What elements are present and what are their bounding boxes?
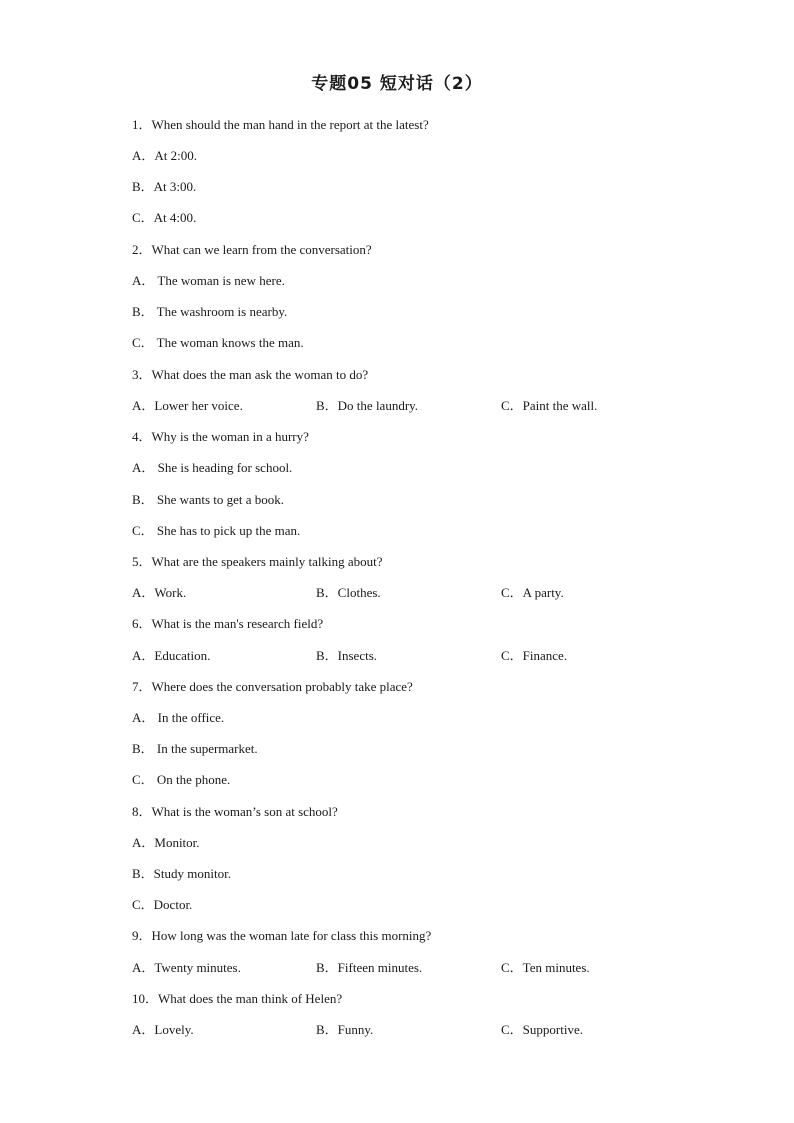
question-5-option-a: A．Work.: [132, 585, 187, 600]
question-10-option-b: B．Funny.: [316, 1022, 374, 1037]
question-2-option-a: A． The woman is new here.: [132, 273, 285, 288]
page-title: 专题05 短对话（2）: [311, 74, 483, 94]
question-10-option-a: A．Lovely.: [132, 1022, 194, 1037]
question-4-stem: 4．Why is the woman in a hurry?: [132, 429, 309, 444]
question-10-stem: 10．What does the man think of Helen?: [132, 991, 343, 1006]
question-2-stem: 2．What can we learn from the conversation?: [132, 242, 372, 257]
question-2-option-b: B． The washroom is nearby.: [132, 304, 288, 319]
question-3-option-a: A．Lower her voice.: [132, 398, 243, 413]
question-8-option-a: A．Monitor.: [132, 835, 200, 850]
question-9-option-b: B．Fifteen minutes.: [316, 960, 423, 975]
question-6-option-c: C．Finance.: [501, 648, 568, 663]
question-9-option-c: C．Ten minutes.: [501, 960, 590, 975]
question-6-stem: 6．What is the man's research field?: [132, 616, 324, 631]
question-1-stem: 1．When should the man hand in the report at the latest?: [132, 117, 429, 132]
question-1-option-a: A．At 2:00.: [132, 148, 198, 163]
question-4-option-a: A． She is heading for school.: [132, 460, 293, 475]
question-8-option-b: B．Study monitor.: [132, 866, 231, 881]
question-6-option-a: A．Education.: [132, 648, 211, 663]
question-8-option-c: C．Doctor.: [132, 897, 193, 912]
question-5-option-c: C．A party.: [501, 585, 564, 600]
question-7-option-a: A． In the office.: [132, 710, 225, 725]
question-6-option-b: B．Insects.: [316, 648, 378, 663]
question-3-stem: 3．What does the man ask the woman to do?: [132, 367, 369, 382]
question-5-stem: 5．What are the speakers mainly talking about?: [132, 554, 383, 569]
question-7-option-c: C． On the phone.: [132, 772, 231, 787]
question-8-stem: 8．What is the woman’s son at school?: [132, 804, 338, 819]
question-1-option-c: C．At 4:00.: [132, 210, 197, 225]
question-5-option-b: B．Clothes.: [316, 585, 381, 600]
question-1-option-b: B．At 3:00.: [132, 179, 197, 194]
question-4-option-b: B． She wants to get a book.: [132, 492, 285, 507]
question-7-option-b: B． In the supermarket.: [132, 741, 258, 756]
question-2-option-c: C． The woman knows the man.: [132, 335, 304, 350]
question-3-option-c: C．Paint the wall.: [501, 398, 598, 413]
question-9-option-a: A．Twenty minutes.: [132, 960, 241, 975]
question-3-option-b: B．Do the laundry.: [316, 398, 419, 413]
question-10-option-c: C．Supportive.: [501, 1022, 583, 1037]
question-4-option-c: C． She has to pick up the man.: [132, 523, 301, 538]
question-9-stem: 9．How long was the woman late for class this morning?: [132, 928, 432, 943]
question-7-stem: 7．Where does the conversation probably take place?: [132, 679, 413, 694]
